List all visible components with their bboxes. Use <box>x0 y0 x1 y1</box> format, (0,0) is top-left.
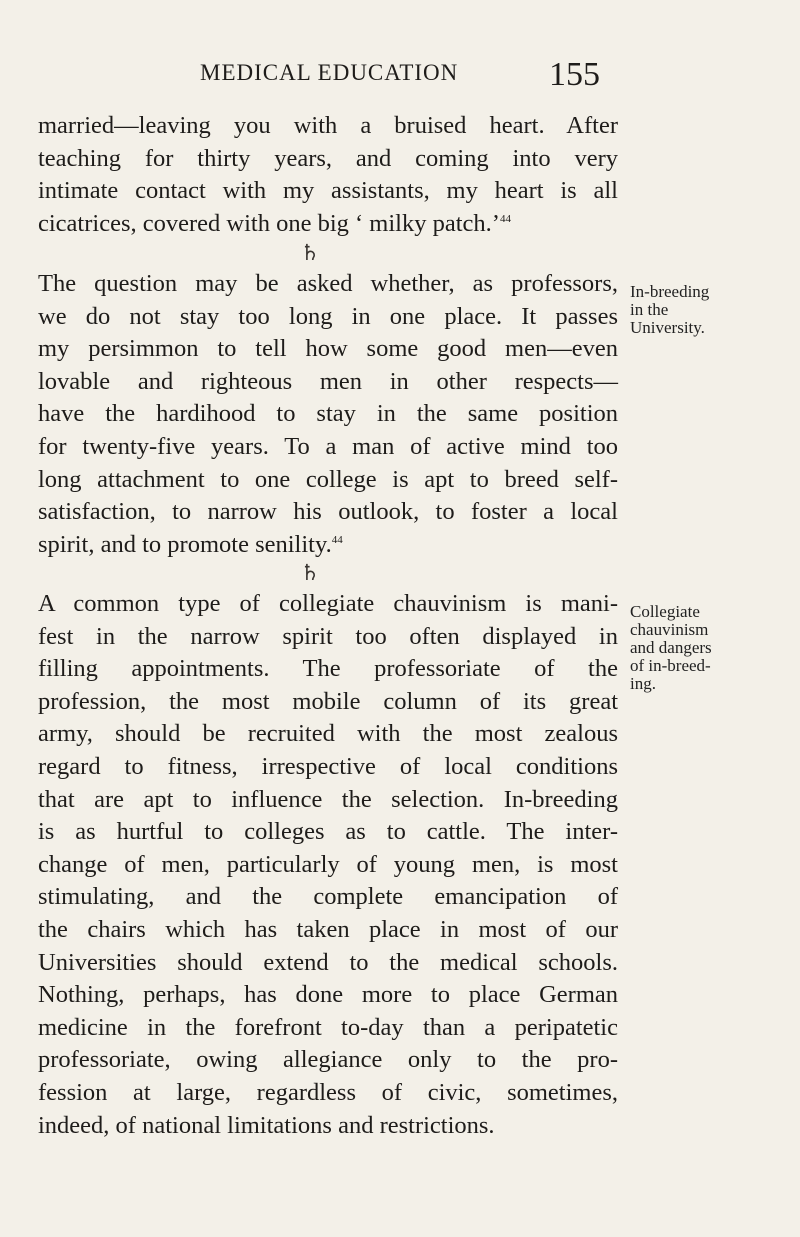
text-line: lovable and righteous men in other respects— <box>38 367 618 395</box>
text-line: spirit, and to promote senility. <box>38 530 332 558</box>
side-note-line: ing. <box>630 674 656 693</box>
text-line: A common type of collegiate chauvinism is mani- <box>38 590 618 617</box>
text-line: regard to fitness, irrespective of local conditions <box>38 752 618 780</box>
side-note-line: of in-breed- <box>630 656 711 675</box>
paragraph-2 <box>38 268 618 561</box>
text-line: filling appointments. The professoriate of the <box>38 655 618 683</box>
section-ornament: ♄ <box>300 240 320 265</box>
text-line: is as hurtful to colleges as to cattle. The inter- <box>38 818 618 846</box>
side-note-line: In-breeding <box>630 282 710 301</box>
paragraph-1 <box>38 110 618 240</box>
page-number: 155 <box>549 56 600 93</box>
text-line: fession at large, regardless of civic, sometimes, <box>38 1078 618 1106</box>
text-line: that are apt to influence the selection. In-breeding <box>38 785 618 813</box>
text-line: long attachment to one college is apt to breed self- <box>38 465 618 493</box>
text-line: married—leaving you with a bruised heart. After <box>38 112 618 139</box>
side-note-in-breeding <box>630 283 780 337</box>
text-line: we do not stay too long in one place. It passes <box>38 302 618 330</box>
text-line: indeed, of national limitations and restrictions. <box>38 1111 495 1139</box>
paragraph-3 <box>38 588 618 1142</box>
side-note-line: Collegiate <box>630 602 700 621</box>
side-note-line: and dangers <box>630 638 712 657</box>
text-line: the chairs which has taken place in most of our <box>38 915 618 943</box>
section-ornament: ♄ <box>300 560 320 585</box>
footnote-ref: 44 <box>499 212 511 225</box>
running-header <box>200 56 600 100</box>
side-note-line: University. <box>630 318 705 337</box>
side-note-line: chauvinism <box>630 620 709 639</box>
text-line: stimulating, and the complete emancipation of <box>38 883 618 911</box>
text-line: my persimmon to tell how some good men—even <box>38 335 618 363</box>
text-line: The question may be asked whether, as professors, <box>38 270 618 297</box>
text-line: change of men, particularly of young men, is most <box>38 850 618 878</box>
text-line: have the hardihood to stay in the same position <box>38 400 618 428</box>
text-line: professoriate, owing allegiance only to the pro- <box>38 1046 618 1074</box>
side-note-collegiate-chauvinism <box>630 603 780 693</box>
text-line: intimate contact with my assistants, my heart is all <box>38 177 618 205</box>
text-line: fest in the narrow spirit too often displayed in <box>38 622 618 650</box>
text-line: army, should be recruited with the most zealous <box>38 720 618 748</box>
side-note-line: in the <box>630 300 669 319</box>
text-line: teaching for thirty years, and coming into very <box>38 144 618 172</box>
text-line-last <box>38 208 618 241</box>
text-line: profession, the most mobile column of its great <box>38 687 618 715</box>
text-line: satisfaction, to narrow his outlook, to foster a local <box>38 498 618 526</box>
text-line: Universities should extend to the medical schools. <box>38 948 618 976</box>
text-line: medicine in the forefront to-day than a peripatetic <box>38 1013 618 1041</box>
text-line: cicatrices, covered with one big ‘ milky patch.’ <box>38 209 500 237</box>
text-line: Nothing, perhaps, has done more to place German <box>38 981 618 1009</box>
text-line: for twenty-five years. To a man of active mind too <box>38 432 618 460</box>
running-title: MEDICAL EDUCATION <box>200 60 459 85</box>
footnote-ref: 44 <box>331 533 343 546</box>
text-line-last <box>38 529 618 562</box>
